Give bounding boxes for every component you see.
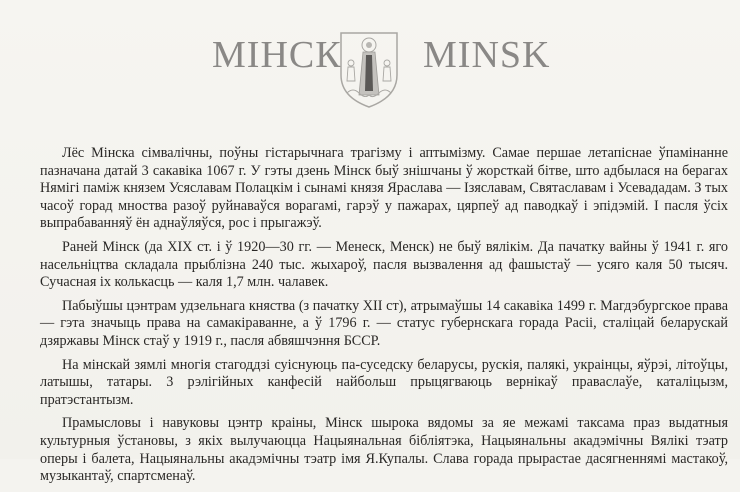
- paragraph: Лёс Мінска сімвалічны, поўны гістарычнага трагізму і аптымізму. Самае першае летапіснае ўпамінанне пазначана датай 3 сакавіка 1067 г. У гэты дзень Мінск быў знішчаны ў жорсткай бітве, што адбылася на берагах Нямігі паміж князем Усяславам Полацкім і сынамі князя Яраслава — Ізяславам, Святаславам і Усевададам. З тых часоў горад мноства разоў руйнаваўся ворагамі, гарэў у пажарах, цярпеў ад паводкаў і эпідэмій. І пасля ўсіх выпрабаванняў ён аднаўляўся, рос і прыгажэў.: [40, 145, 728, 232]
- page-header: [0, 20, 740, 110]
- coat-of-arms-icon: [333, 25, 405, 110]
- body-text: [40, 145, 728, 492]
- paragraph: Прамысловы і навуковы цэнтр краіны, Мінск шырока вядомы за яе межамі таксама праз выдатныя культурныя ўстановы, з якіх вылучаюцца Нацыянальная бібліятэка, Нацыянальны акадэмічны Вялікі тэатр оперы і балета, Нацыянальны акадэмічны тэатр імя Я.Купалы. Слава горада прырастае дасягненнямі мастакоў, музыкантаў, спартсменаў.: [40, 415, 728, 485]
- title-latin: MINSK: [423, 34, 551, 76]
- paragraph: На мінскай зямлі многія стагоддзі суіснуюць па-суседску беларусы, рускія, палякі, украінцы, яўрэі, літоўцы, латышы, татары. 3 рэлігійных канфесій найбольш прыцягваюць вернікаў праваслаўе, каталіцызм, пратэстантызм.: [40, 356, 728, 408]
- title-cyrillic: МІНСК: [212, 34, 342, 76]
- paragraph: Пабыўшы цэнтрам удзельнага княства (з пачатку XII ст), атрымаўшы 14 сакавіка 1499 г. Магдэбургское права — гэта значыць права на самакіраванне, а ў 1796 г. — статус губернскага горада Расіі, сталіцай беларускай дзяржавы Мінск стаў у 1919 г., пасля абвяшчэння БССР.: [40, 297, 728, 349]
- paragraph: Раней Мінск (да XIX ст. і ў 1920—30 гг. — Менеск, Менск) не быў вялікім. Да пачатку вайны ў 1941 г. яго насельніцтва складала прыблізна 240 тыс. жыхароў, пасля вызвалення ад фашыстаў — усяго каля 50 тысяч. Сучасная іх колькасць — каля 1,7 млн. чалавек.: [40, 238, 728, 291]
